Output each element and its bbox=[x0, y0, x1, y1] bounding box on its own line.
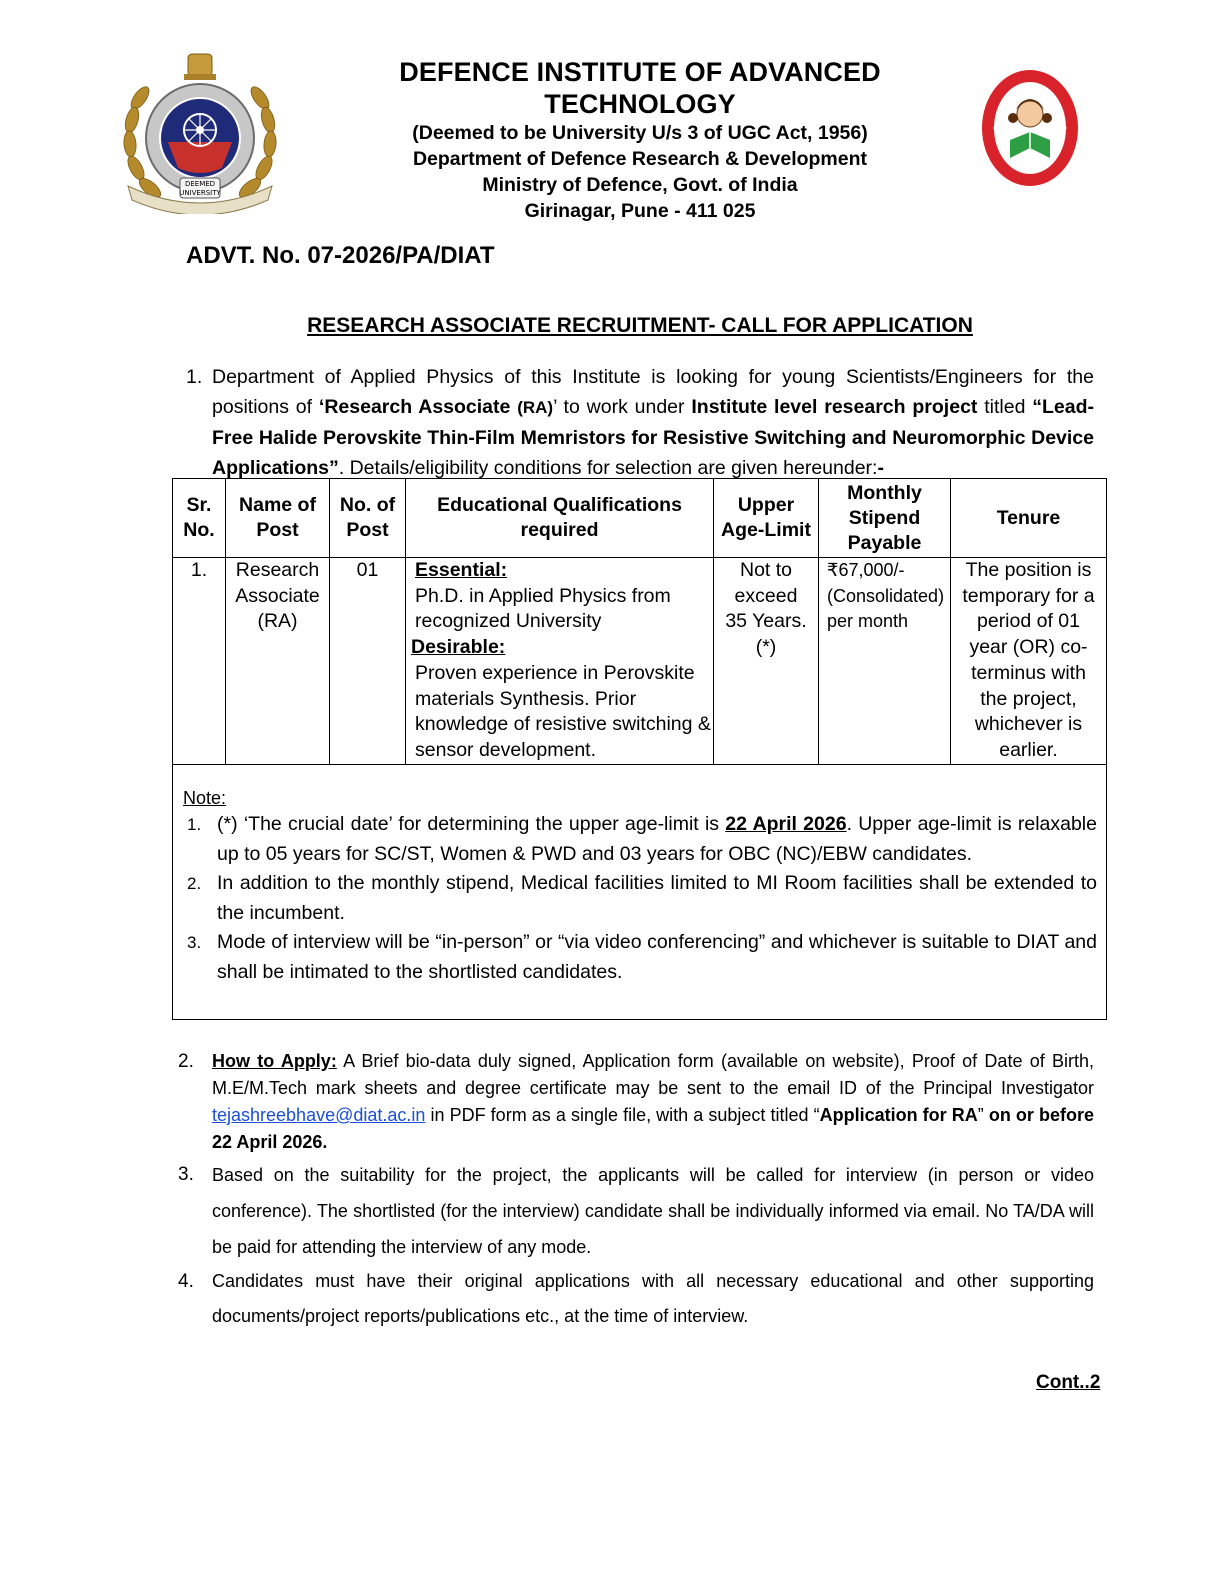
post-abbr-bold: (RA) bbox=[517, 398, 554, 417]
cell-line: Not to bbox=[739, 559, 793, 581]
cell-line: 35 Years. bbox=[725, 610, 807, 633]
note-text: (*) ‘The crucial date’ for determining the upper age-limit is bbox=[217, 813, 726, 835]
intro-paragraph bbox=[186, 362, 1094, 483]
notes-label: Note: bbox=[183, 788, 227, 808]
header-text: No. of bbox=[339, 494, 396, 516]
how-to-apply-label: How to Apply: bbox=[212, 1051, 337, 1071]
note-item bbox=[187, 869, 1097, 928]
header-text: Post bbox=[346, 519, 389, 541]
header-tenure: Tenure bbox=[951, 479, 1107, 558]
cell-line: Ph.D. in Applied Physics from bbox=[415, 584, 671, 607]
header-text: Stipend bbox=[848, 506, 921, 529]
document-title: RESEARCH ASSOCIATE RECRUITMENT- CALL FOR APPLICATION bbox=[307, 314, 973, 337]
cell-age-limit bbox=[714, 558, 819, 765]
documents-section bbox=[178, 1264, 1094, 1334]
post-name-bold: ‘Research Associate bbox=[318, 396, 518, 418]
interview-text: Based on the suitability for the project, the applicants will be called for interview (in person or video conference). The shortlisted (for the interview) candidate shall be individually informed via email. No TA/DA will be paid for attending the interview of any mode. bbox=[212, 1165, 1094, 1257]
apply-text: ” bbox=[977, 1105, 989, 1125]
crucial-date: 22 April 2026 bbox=[725, 813, 847, 835]
item-number: 2. bbox=[178, 1051, 194, 1072]
cell-line: (Consolidated) bbox=[827, 585, 945, 606]
diat-emblem-logo bbox=[118, 50, 282, 214]
beti-bachao-logo bbox=[980, 66, 1080, 190]
project-title-bold: “Lead-Free Halide Perovskite Thin-Film Memristors for Resistive Switching and Neuromorphic Device Applications” bbox=[212, 396, 1095, 479]
table-header-row bbox=[173, 479, 1107, 558]
cell-line: Associate bbox=[235, 584, 320, 607]
cell-stipend bbox=[819, 558, 951, 765]
cell-line: temporary for a bbox=[962, 584, 1095, 607]
cell-line: Research bbox=[235, 559, 320, 581]
cell-line: per month bbox=[827, 611, 909, 632]
how-to-apply-section bbox=[178, 1048, 1094, 1156]
intro-dash: - bbox=[877, 457, 884, 479]
note-item bbox=[187, 928, 1097, 987]
cell-line: The position is bbox=[965, 559, 1092, 581]
header-age-limit bbox=[714, 479, 819, 558]
cell-line: earlier. bbox=[999, 738, 1058, 761]
last-date: on or before 22 April 2026. bbox=[212, 1105, 1094, 1152]
cell-line: period of 01 bbox=[977, 610, 1080, 633]
header-text: Educational Qualifications bbox=[437, 494, 682, 516]
header-text: required bbox=[520, 519, 599, 541]
essential-label: Essential: bbox=[415, 559, 508, 581]
how-to-apply-text bbox=[212, 1048, 1094, 1156]
header-qualifications bbox=[406, 479, 714, 558]
cell-line: recognized University bbox=[415, 610, 602, 633]
cell-tenure bbox=[951, 558, 1107, 765]
cell-line: (RA) bbox=[257, 610, 298, 633]
note-text: In addition to the monthly stipend, Medical facilities limited to MI Room facilities shall be extended to the incumbent. bbox=[217, 872, 1097, 924]
header-text: Name of bbox=[239, 494, 316, 516]
project-level-bold: Institute level research project bbox=[691, 396, 978, 418]
cell-line: knowledge of resistive switching & bbox=[415, 713, 711, 736]
cell-line: Proven experience in Perovskite bbox=[415, 661, 695, 684]
note-number: 2. bbox=[187, 874, 202, 893]
header-sr-no bbox=[173, 479, 226, 558]
header-text: Monthly bbox=[847, 481, 922, 504]
intro-text-part: titled bbox=[977, 396, 1033, 418]
header-text: Upper bbox=[737, 494, 795, 516]
header-stipend bbox=[819, 479, 951, 558]
header-text: Post bbox=[256, 519, 299, 541]
cell-post-name bbox=[226, 558, 330, 765]
cell-qualifications bbox=[406, 558, 714, 765]
notes-box bbox=[172, 762, 1107, 1020]
institute-header bbox=[300, 56, 980, 224]
apply-text: A Brief bio-data duly signed, Application form (available on website), Proof of Date of Birth, M.E/M.Tech mark sheets and degree certificate may be sent to the email ID of the Principal Investigator bbox=[212, 1051, 1094, 1098]
notes-list bbox=[187, 810, 1097, 987]
apply-text: in PDF form as a single file, with a subject titled “ bbox=[425, 1105, 820, 1125]
note-number: 1. bbox=[187, 815, 202, 834]
header-line-2: Department of Defence Research & Development bbox=[412, 148, 868, 170]
cell-line: the project, bbox=[980, 687, 1077, 710]
documents-text: Candidates must have their original applications with all necessary educational and other supporting documents/project reports/publications etc., at the time of interview. bbox=[212, 1271, 1094, 1326]
note-item bbox=[187, 810, 1097, 869]
header-line-3: Ministry of Defence, Govt. of India bbox=[482, 174, 798, 196]
institute-name: DEFENCE INSTITUTE OF ADVANCED TECHNOLOGY bbox=[399, 57, 881, 119]
cell-line: year (OR) co- bbox=[969, 636, 1088, 659]
intro-text-part: Department of Applied Physics of this Institute is looking for young Scientists/Engineers for the positions of bbox=[212, 366, 1094, 418]
cell-line: sensor development. bbox=[415, 738, 597, 761]
continued-marker: Cont..2 bbox=[1036, 1372, 1101, 1393]
cell-sr-no: 1. bbox=[173, 558, 226, 765]
header-post-name bbox=[226, 479, 330, 558]
header-text: No. bbox=[183, 519, 215, 541]
cell-line: (*) bbox=[755, 636, 777, 659]
item-number: 3. bbox=[178, 1164, 194, 1185]
header-text: Payable bbox=[847, 531, 922, 554]
cell-no-of-post: 01 bbox=[330, 558, 406, 765]
cell-line: materials Synthesis. Prior bbox=[415, 687, 637, 710]
item-number: 4. bbox=[178, 1271, 194, 1292]
emblem-text-bottom: UNIVERSITY bbox=[179, 189, 221, 197]
header-line-1: (Deemed to be University U/s 3 of UGC Act, 1956) bbox=[412, 122, 868, 144]
item-number: 1. bbox=[186, 366, 203, 388]
note-text: . Upper age-limit is relaxable up to 05 years for SC/ST, Women & PWD and 03 years for OBC (NC)/EBW candidates. bbox=[217, 813, 1097, 865]
header-text: Sr. bbox=[186, 494, 212, 516]
cell-line: ₹67,000/- bbox=[827, 560, 905, 580]
eligibility-table bbox=[172, 478, 1107, 765]
intro-text-part: ’ to work under bbox=[553, 396, 692, 418]
note-number: 3. bbox=[187, 933, 202, 952]
cell-line: terminus with bbox=[971, 661, 1086, 684]
cell-line: whichever is bbox=[974, 713, 1083, 736]
header-no-of-post bbox=[330, 479, 406, 558]
table-row bbox=[173, 558, 1107, 765]
cell-line: exceed bbox=[734, 584, 798, 607]
intro-text bbox=[212, 362, 1094, 483]
header-line-4: Girinagar, Pune - 411 025 bbox=[524, 200, 756, 222]
advertisement-number: ADVT. No. 07-2026/PA/DIAT bbox=[186, 242, 495, 269]
intro-text-part: . Details/eligibility conditions for selection are given hereunder: bbox=[338, 457, 878, 479]
desirable-label: Desirable: bbox=[411, 636, 506, 659]
subject-title: Application for RA bbox=[819, 1105, 978, 1125]
diat-emblem-icon bbox=[118, 50, 282, 214]
header-text: Age-Limit bbox=[721, 519, 811, 541]
pi-email-link[interactable]: tejashreebhave@diat.ac.in bbox=[212, 1105, 426, 1125]
beti-bachao-beti-padhao-icon bbox=[980, 66, 1080, 190]
note-text: Mode of interview will be “in-person” or “via video conferencing” and whichever is suitable to DIAT and shall be intimated to the shortlisted candidates. bbox=[217, 931, 1097, 983]
emblem-text-top: DEEMED bbox=[184, 180, 216, 188]
interview-section bbox=[178, 1157, 1094, 1265]
